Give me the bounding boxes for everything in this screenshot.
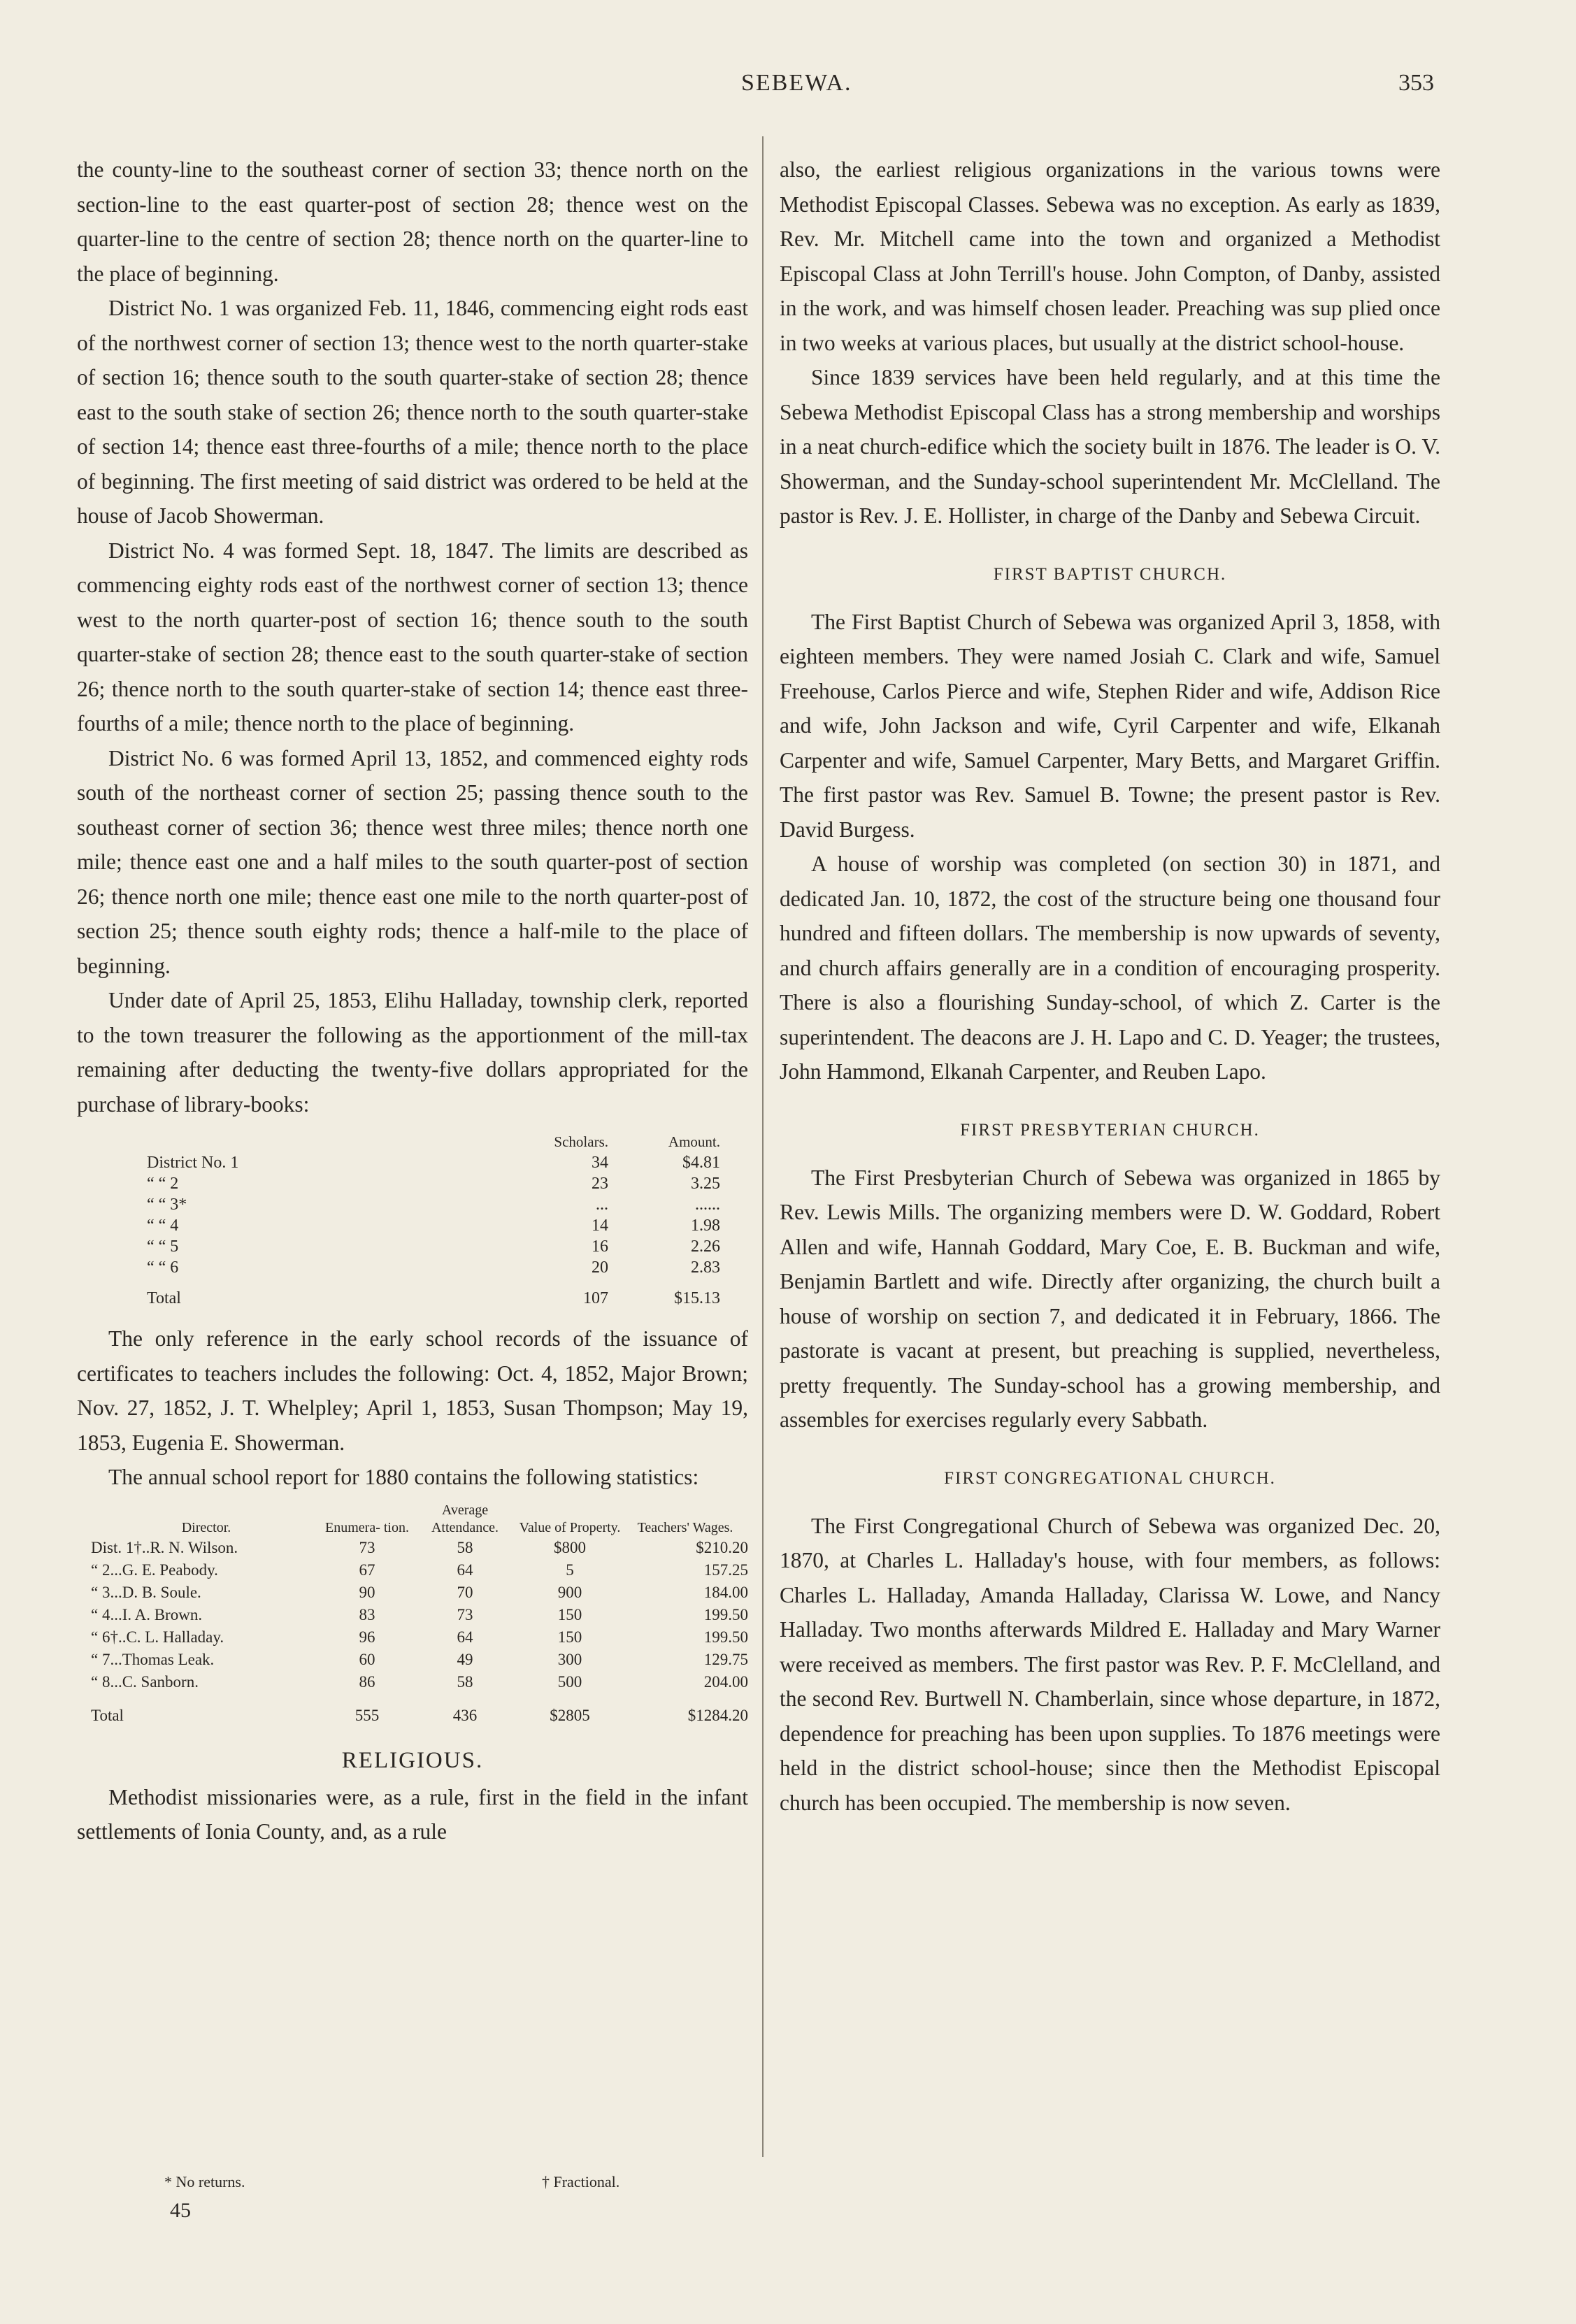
scholars-cell: 20: [592, 1258, 608, 1277]
enumeration-cell: 67: [359, 1561, 375, 1579]
property-cell: 500: [557, 1672, 582, 1691]
table-row: [147, 1215, 720, 1236]
district-label: District No. 1: [147, 1154, 239, 1172]
section-heading: FIRST PRESBYTERIAN CHURCH.: [960, 1120, 1260, 1140]
district-label: “ “ 4: [147, 1217, 179, 1235]
scholars-cell: 16: [592, 1238, 608, 1256]
signature-mark: 45: [170, 2199, 191, 2222]
page-header: [0, 70, 1576, 112]
scholars-cell: 14: [592, 1217, 608, 1235]
attendance-cell: 73: [457, 1605, 473, 1623]
table-row: [91, 1604, 748, 1626]
total-amount: $15.13: [674, 1289, 720, 1307]
enumeration-cell: 86: [359, 1672, 375, 1691]
district-label: “ “ 3*: [147, 1196, 187, 1214]
column-header: Value of Property.: [519, 1519, 621, 1535]
enumeration-cell: 90: [359, 1583, 375, 1601]
wages-cell: 129.75: [703, 1650, 748, 1668]
attendance-cell: 70: [457, 1583, 473, 1601]
enumeration-cell: 73: [359, 1538, 375, 1556]
director-cell: Dist. 1†..R. N. Wilson.: [91, 1538, 238, 1556]
amount-cell: 2.26: [691, 1238, 720, 1256]
scholars-cell: ...: [596, 1196, 608, 1214]
total-scholars: 107: [583, 1289, 608, 1307]
paragraph: also, the earliest religious organizations in the various towns were Methodist Episcopal Classes. Sebewa was no exception. As early as 1839, Rev. Mr. Mitchell came into the town and organized a Methodist Episcopal Class at John Terrill's house. John Compton, of Danby, assisted in the work, and was himself chosen leader. Preaching was sup plied once in two weeks at various places, but usually at the district school-house.: [780, 157, 1440, 355]
scholars-cell: 23: [592, 1175, 608, 1193]
total-enumeration: 555: [354, 1706, 380, 1724]
total-label: Total: [91, 1706, 124, 1724]
director-cell: “ 4...I. A. Brown.: [91, 1605, 203, 1623]
wages-cell: 199.50: [703, 1605, 748, 1623]
table-row: [91, 1626, 748, 1649]
page-number: 353: [1398, 70, 1434, 96]
column-header: Teachers' Wages.: [637, 1519, 733, 1535]
paragraph: The First Congregational Church of Sebewa was organized Dec. 20, 1870, at Charles L. Halladay's house, with four members, as follows: Charles L. Halladay, Amanda Halladay, Clarissa W. Lowe, and Nancy Halladay. Two months afterwards Mildred E. Halladay and Mary Warner were received as members. The first pastor was Rev. P. F. McClelland, and the second Rev. Burtwell N. Chamberlain, since whose departure, in 1872, dependence for preaching has been upon supplies. To 1876 meetings were held in the district school-house; since then the Methodist Episcopal church has been occupied. The membership is now seven.: [780, 1513, 1440, 1815]
paragraph: the county-line to the southeast corner of section 33; thence north on the section-line to the east quarter-post of section 28; thence west on the quarter-line to the centre of section 28; thence north on the quarter-line to the place of beginning.: [77, 157, 748, 286]
attendance-cell: 49: [457, 1650, 473, 1668]
property-cell: $800: [554, 1538, 586, 1556]
paragraph: District No. 4 was formed Sept. 18, 1847. The limits are described as commencing eighty rods east of the northwest corner of section 13; thence west to the north quarter-post of section 16; thence south to the south quarter-stake of section 28; thence east to the south quarter-stake of section 26; thence north to the south quarter-stake of section 14; thence east three-fourths of a mile; thence north to the place of beginning.: [77, 538, 748, 736]
table-header-row: [147, 1131, 720, 1152]
amount-cell: 1.98: [691, 1217, 720, 1235]
running-title: SEBEWA.: [741, 70, 852, 96]
director-cell: “ 7...Thomas Leak.: [91, 1650, 215, 1668]
wages-cell: 199.50: [703, 1628, 748, 1646]
total-property: $2805: [550, 1706, 590, 1724]
table-row: [91, 1559, 748, 1581]
table-row: [91, 1537, 748, 1559]
property-cell: 900: [557, 1583, 582, 1601]
wages-cell: 157.25: [703, 1561, 748, 1579]
director-cell: “ 6†..C. L. Halladay.: [91, 1628, 224, 1646]
director-cell: “ 2...G. E. Peabody.: [91, 1561, 218, 1579]
wages-cell: $210.20: [696, 1538, 748, 1556]
total-row: [91, 1693, 748, 1727]
total-wages: $1284.20: [687, 1706, 748, 1724]
table-row: [91, 1581, 748, 1604]
paragraph: Under date of April 25, 1853, Elihu Halladay, township clerk, reported to the town treasurer the following as the apportionment of the mill-tax remaining after deducting the twenty-five dollars appropriated for the purchase of library-books:: [77, 988, 748, 1117]
section-heading: FIRST BAPTIST CHURCH.: [993, 564, 1227, 584]
amount-cell: 3.25: [691, 1175, 720, 1193]
mill-tax-table: [147, 1131, 720, 1309]
director-cell: “ 3...D. B. Soule.: [91, 1583, 201, 1601]
table-row: [147, 1194, 720, 1215]
total-label: Total: [147, 1289, 181, 1307]
amount-cell: $4.81: [682, 1154, 720, 1172]
enumeration-cell: 60: [359, 1650, 375, 1668]
amount-cell: 2.83: [691, 1258, 720, 1277]
district-label: “ “ 2: [147, 1175, 179, 1193]
school-statistics-table: [91, 1502, 748, 1727]
table-row: [91, 1671, 748, 1693]
footnote: † Fractional.: [542, 2173, 620, 2190]
property-cell: 300: [557, 1650, 582, 1668]
table-row: [147, 1173, 720, 1194]
property-cell: 150: [557, 1605, 582, 1623]
column-divider: [762, 136, 764, 2157]
section-heading: FIRST CONGREGATIONAL CHURCH.: [944, 1468, 1276, 1488]
footnote: * No returns.: [164, 2173, 245, 2190]
attendance-cell: 64: [457, 1561, 473, 1579]
district-label: “ “ 6: [147, 1258, 179, 1277]
paragraph: Methodist missionaries were, as a rule, first in the field in the infant settlements of Ionia County, and, as a rule: [77, 1784, 748, 1844]
amount-cell: ......: [695, 1196, 720, 1214]
total-row: [147, 1278, 720, 1309]
paragraph: Since 1839 services have been held regularly, and at this time the Sebewa Methodist Episcopal Class has a strong membership and worships in a neat church-edifice which the society built in 1876. The leader is O. V. Showerman, and the Sunday-school superintendent Mr. McClelland. The pastor is Rev. J. E. Hollister, in charge of the Danby and Sebewa Circuit.: [780, 365, 1440, 528]
left-column: [77, 152, 748, 1849]
attendance-cell: 58: [457, 1672, 473, 1691]
property-cell: 150: [557, 1628, 582, 1646]
paragraph: A house of worship was completed (on section 30) in 1871, and dedicated Jan. 10, 1872, the cost of the structure being one thousand four hundred and fifteen dollars. The membership is now upwards of seventy, and church affairs generally are in a condition of encouraging prosperity. There is also a flourishing Sunday-school, of which Z. Carter is the superintendent. The deacons are J. H. Lapo and C. D. Yeager; the trustees, John Hammond, Elkanah Carpenter, and Reuben Lapo.: [780, 852, 1440, 1084]
paragraph: The First Presbyterian Church of Sebewa was organized in 1865 by Rev. Lewis Mills. The organizing members were D. W. Goddard, Robert Allen and wife, Hannah Goddard, Mary Coe, E. B. Buckman and wife, Benjamin Bartlett and wife. Directly after organizing, the church built a house of worship on section 7, and dedicated it in February, 1866. The pastorate is vacant at present, but preaching is supplied, nevertheless, pretty frequently. The Sunday-school has a growing membership, and assembles for exercises regularly every Sabbath.: [780, 1165, 1440, 1432]
section-heading: RELIGIOUS.: [341, 1747, 484, 1773]
attendance-cell: 64: [457, 1628, 473, 1646]
paragraph: The only reference in the early school records of the issuance of certificates to teachers includes the following: Oct. 4, 1852, Major Brown; Nov. 27, 1852, J. T. Whelpley; April 1, 1853, Susan Thompson; May 19, 1853, Eugenia E. Showerman.: [77, 1326, 748, 1455]
column-header: Amount.: [668, 1133, 720, 1150]
paragraph: The First Baptist Church of Sebewa was organized April 3, 1858, with eighteen members. They were named Josiah C. Clark and wife, Samuel Freehouse, Carlos Pierce and wife, Stephen Rider and wife, Addison Rice and wife, John Jackson and wife, Cyril Carpenter and wife, Elkanah Carpenter and wife, Samuel Carpenter, Mary Betts, and Margaret Griffin. The first pastor was Rev. Samuel B. Towne; the present pastor is Rev. David Burgess.: [780, 609, 1440, 842]
paragraph: The annual school report for 1880 contains the following statistics:: [108, 1465, 699, 1489]
scholars-cell: 34: [592, 1154, 608, 1172]
column-header: Director.: [181, 1519, 231, 1535]
wages-cell: 184.00: [703, 1583, 748, 1601]
property-cell: 5: [566, 1561, 574, 1579]
table-header-row: [91, 1502, 748, 1537]
table-row: [91, 1649, 748, 1671]
table-row: [147, 1152, 720, 1173]
column-header: Scholars.: [554, 1133, 608, 1150]
column-header: Enumera- tion.: [325, 1519, 409, 1535]
district-label: “ “ 5: [147, 1238, 179, 1256]
attendance-cell: 58: [457, 1538, 473, 1556]
enumeration-cell: 96: [359, 1628, 375, 1646]
right-column: [780, 152, 1440, 1820]
director-cell: “ 8...C. Sanborn.: [91, 1672, 199, 1691]
paragraph: District No. 1 was organized Feb. 11, 1846, commencing eight rods east of the northwest corner of section 13; thence west to the north quarter-stake of section 16; thence south to the south quarter-stake of section 28; thence east to the south stake of section 26; thence north to the south quarter-stake of section 14; thence east three-fourths of a mile; thence north to the place of beginning. The first meeting of said district was ordered to be held at the house of Jacob Showerman.: [77, 296, 748, 528]
column-header: Average Attendance.: [431, 1502, 499, 1535]
table-row: [147, 1236, 720, 1257]
enumeration-cell: 83: [359, 1605, 375, 1623]
wages-cell: 204.00: [703, 1672, 748, 1691]
paragraph: District No. 6 was formed April 13, 1852, and commenced eighty rods south of the northeast corner of section 25; passing thence south to the southeast corner of section 36; thence west three miles; thence north one mile; thence east one and a half miles to the south quarter-post of section 26; thence north one mile; thence east one mile to the north quarter-post of section 25; thence south eighty rods; thence a half-mile to the place of beginning.: [77, 745, 748, 978]
total-attendance: 436: [452, 1706, 478, 1724]
table-row: [147, 1257, 720, 1278]
